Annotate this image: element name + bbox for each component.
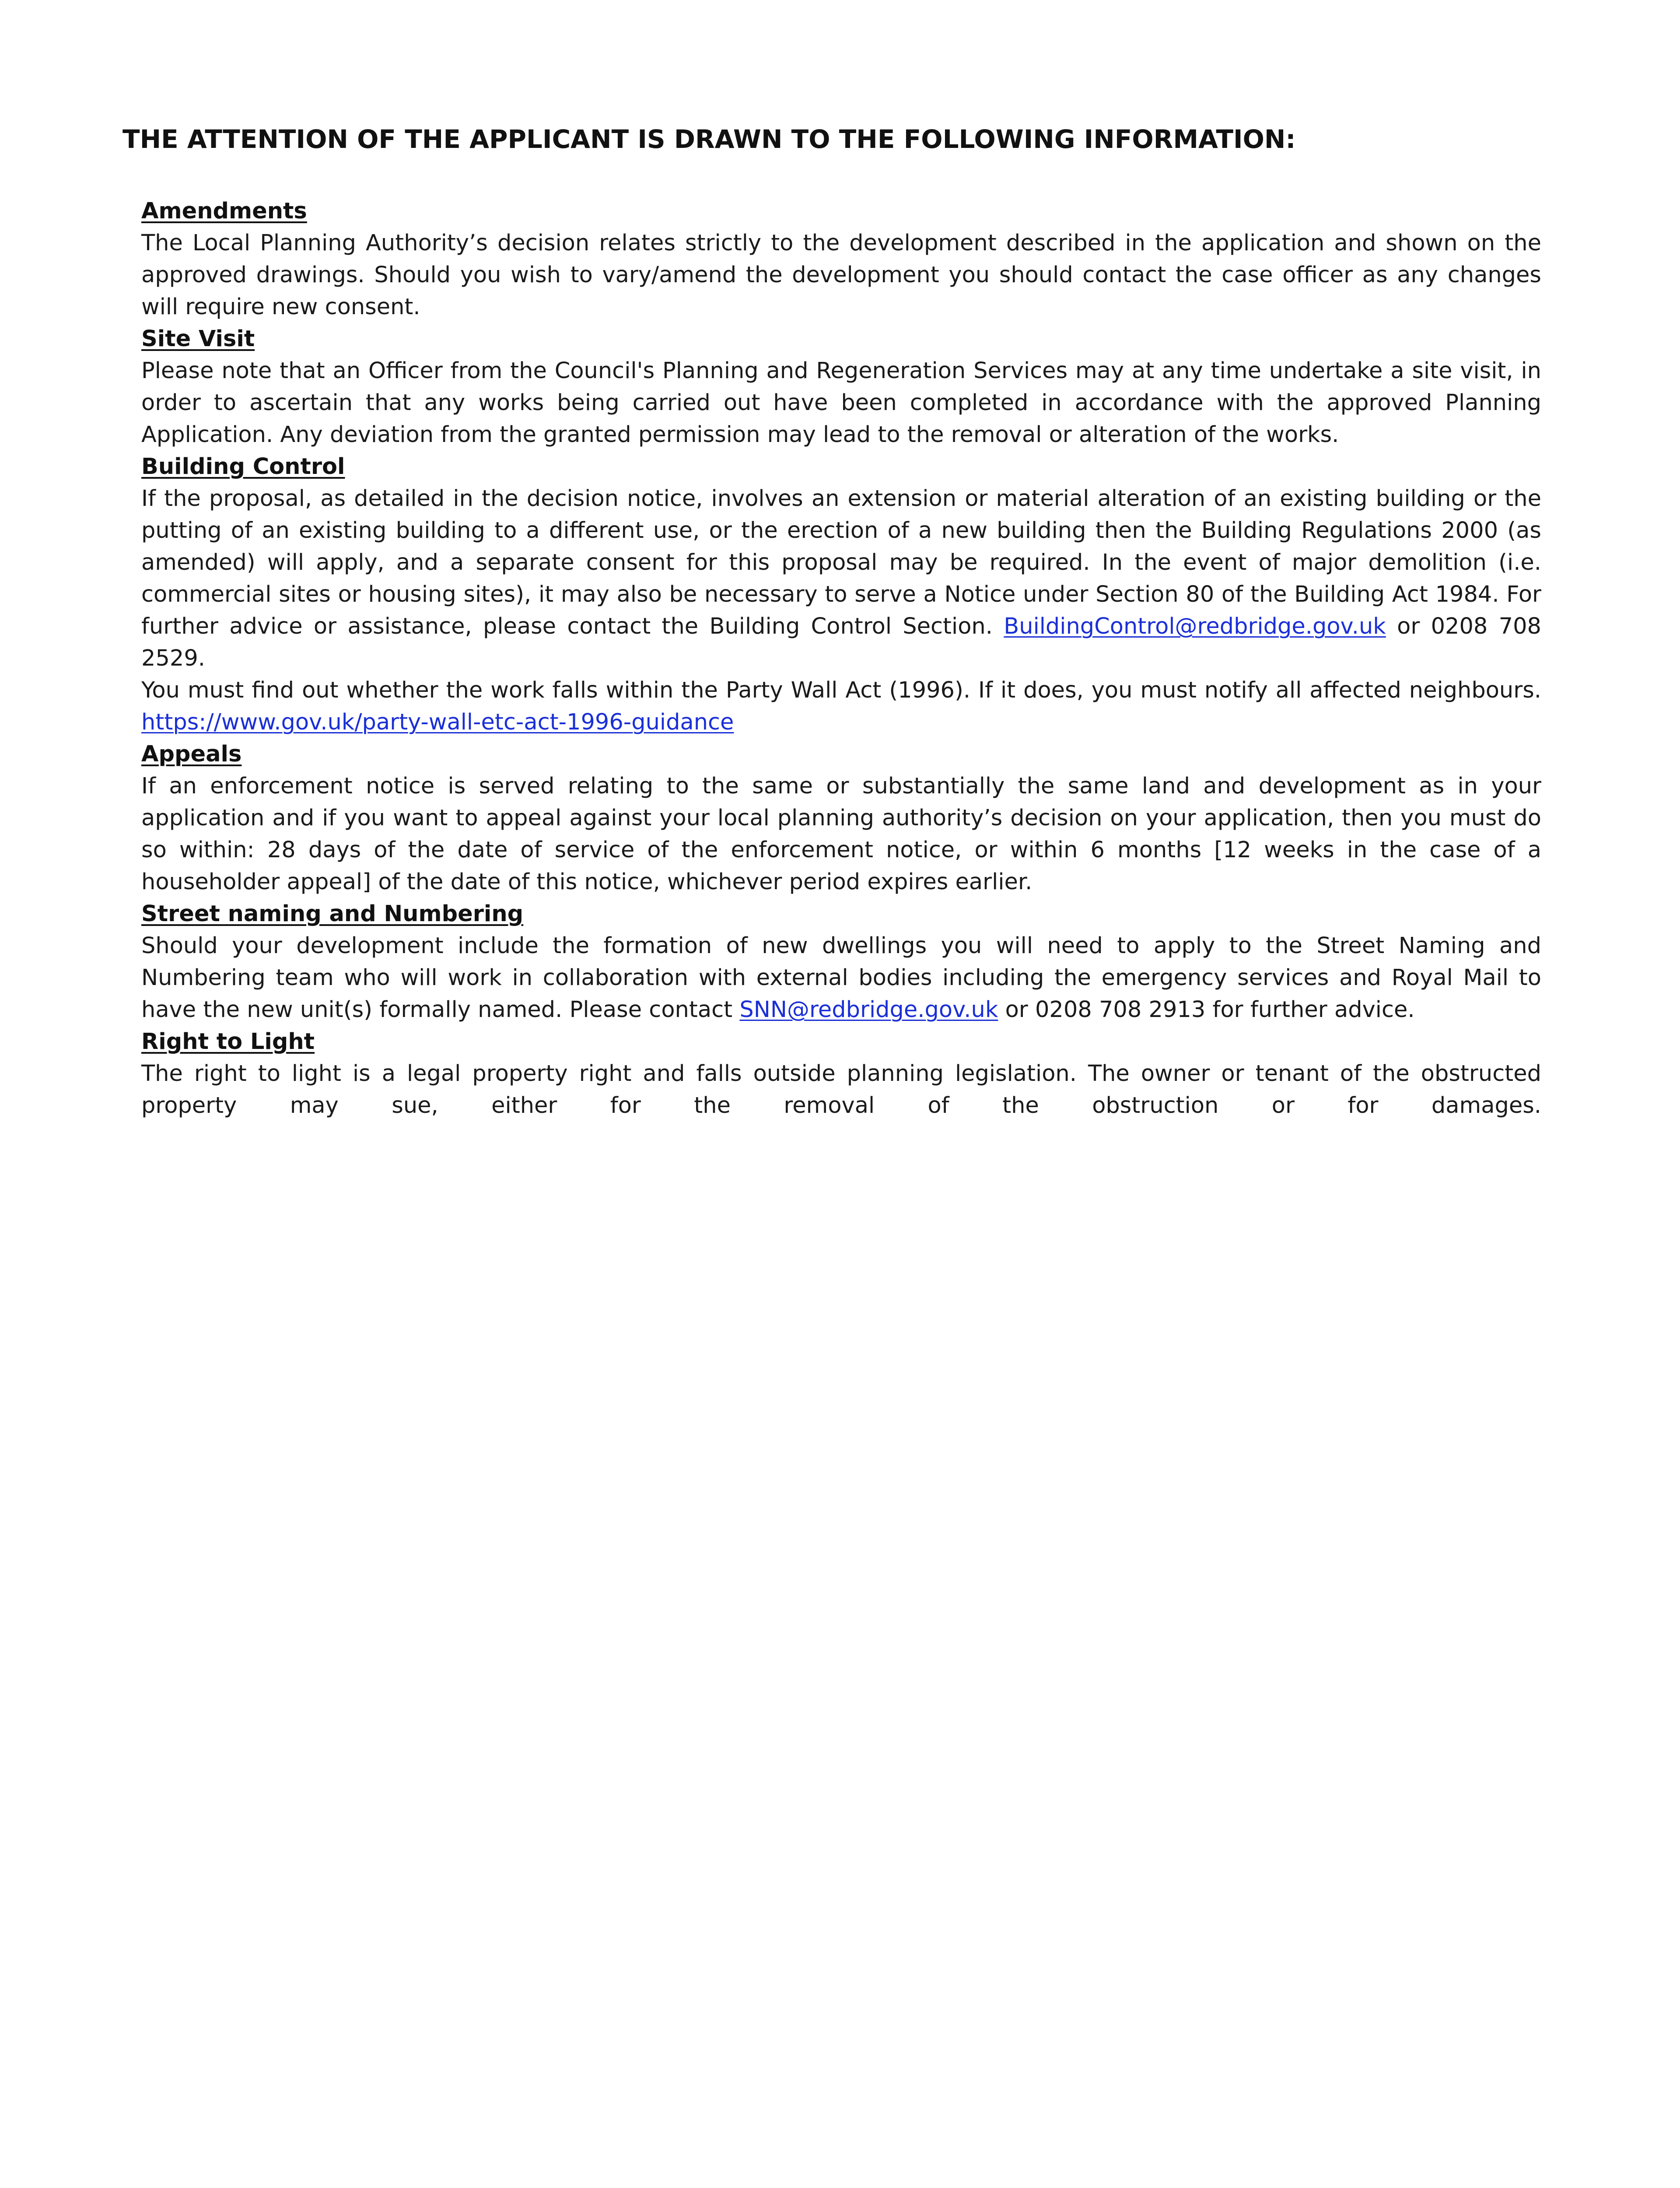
party-wall-text: You must find out whether the work falls within the Party Wall Act (1996). If it does, you must notify all affected neighbours.: [141, 677, 1541, 703]
section-heading-appeals: Appeals: [141, 741, 242, 767]
section-text-site-visit: Please note that an Officer from the Council's Planning and Regeneration Services may at any time undertake a site visit, in order to ascertain that any works being carried out have been completed in accordance with the approved Planning Application. Any deviation from the granted permission may lead to the removal or alteration of the works.: [141, 358, 1541, 448]
section-text-appeals: If an enforcement notice is served relating to the same or substantially the same land and development as in your application and if you want to appeal against your local planning authority’s decision on your application, then you must do so within: 28 days of the date of service of the enforcement notice, or within 6 months [12 weeks in the case of a householder appeal] of the date of this notice, whichever period expires earlier.: [141, 773, 1541, 895]
building-control-email-link[interactable]: BuildingControl@redbridge.gov.uk: [1004, 614, 1386, 639]
section-heading-right-to-light: Right to Light: [141, 1029, 315, 1055]
street-naming-phone: or 0208 708 2913 for further advice.: [998, 997, 1415, 1023]
section-text-street-naming: [141, 930, 1541, 1026]
section-text-party-wall: [141, 674, 1541, 738]
section-site-visit: [141, 323, 1541, 451]
section-text-building-control: [141, 483, 1541, 674]
section-heading-building-control: Building Control: [141, 454, 345, 480]
street-naming-text: Should your development include the formation of new dwellings you will need to apply to the Street Naming and Numbering team who will work in collaboration with external bodies including the emergency services and Royal Mail to have the new unit(s) formally named. Please contact: [141, 933, 1541, 1023]
snn-email-link[interactable]: SNN@redbridge.gov.uk: [739, 997, 998, 1023]
section-heading-site-visit: Site Visit: [141, 326, 255, 352]
building-control-phone: or 0208 708 2529.: [141, 614, 1541, 671]
section-heading-street-naming: Street naming and Numbering: [141, 901, 524, 927]
party-wall-guidance-link[interactable]: https://www.gov.uk/party-wall-etc-act-1996-guidance: [141, 709, 734, 735]
section-heading-amendments: Amendments: [141, 198, 307, 224]
section-amendments: [141, 195, 1541, 323]
section-right-to-light: [141, 1026, 1541, 1122]
section-text-right-to-light: The right to light is a legal property right and falls outside planning legislation. The owner or tenant of the obstructed property may sue, either for the removal of the obstruction or for damages.: [141, 1061, 1541, 1119]
section-street-naming: [141, 898, 1541, 1026]
page-title: THE ATTENTION OF THE APPLICANT IS DRAWN TO THE FOLLOWING INFORMATION:: [122, 124, 1296, 154]
information-body: [141, 195, 1541, 1122]
section-appeals: [141, 738, 1541, 898]
section-text-amendments: The Local Planning Authority’s decision relates strictly to the development described in the application and shown on the approved drawings. Should you wish to vary/amend the development you should contact the case officer as any changes will require new consent.: [141, 230, 1541, 320]
section-building-control: [141, 451, 1541, 738]
building-control-text: If the proposal, as detailed in the decision notice, involves an extension or material alteration of an existing building or the putting of an existing building to a different use, or the erection of a new building then the Building Regulations 2000 (as amended) will apply, and a separate consent for this proposal may be required. In the event of major demolition (i.e. commercial sites or housing sites), it may also be necessary to serve a Notice under Section 80 of the Building Act 1984. For further advice or assistance, please contact the Building Control Section.: [141, 486, 1541, 639]
